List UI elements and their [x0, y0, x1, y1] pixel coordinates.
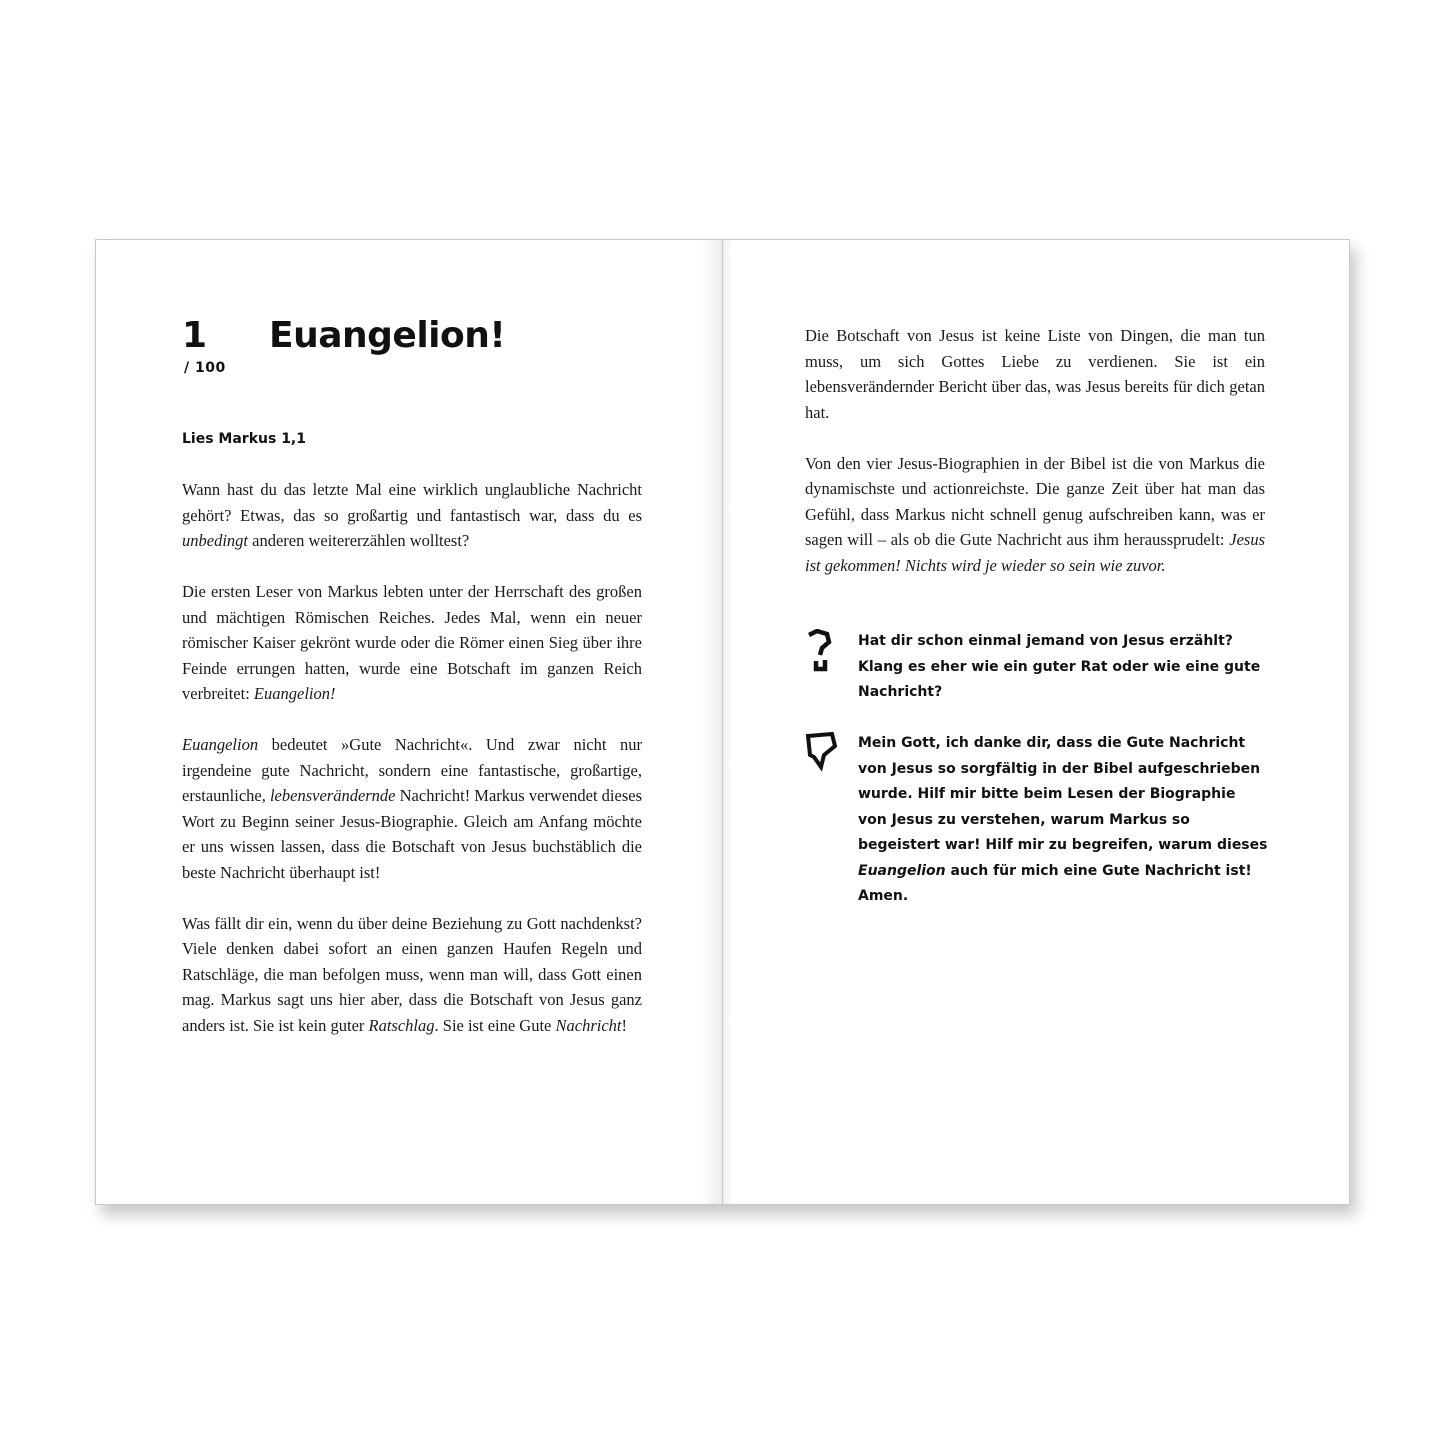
italic-text: Euangelion: [858, 862, 946, 879]
paragraph: [182, 732, 642, 885]
text-run: bedeutet »Gute Nachricht«. Und zwar nicht nur irgendeine gute Nachricht, sondern eine fantastische, großartige, erstaunliche,: [182, 735, 642, 805]
text-run: Nachricht! Markus verwendet dieses Wort zu Beginn seiner Jesus-Biographie. Gleich am Anfang möchte er uns wissen lassen, dass die Botschaft von Jesus buchstäblich die beste Nachricht überhaupt ist!: [182, 786, 643, 882]
italic-text: Euangelion!: [253, 684, 336, 703]
question-mark-icon: [805, 629, 837, 673]
left-page: [95, 239, 723, 1205]
text-run: Die ersten Leser von Markus lebten unter der Herrschaft des großen und mächtigen Römischen Reiches. Jedes Mal, wenn ein neuer römischer Kaiser gekrönt wurde oder die Römer einen Sieg über ihre Feinde errungen hatten, wurde eine Botschaft im ganzen Reich verbreitet:: [182, 582, 642, 703]
chapter-total: / 100: [184, 360, 226, 376]
italic-text: lebensverändernde: [269, 786, 396, 805]
right-page: [722, 239, 1350, 1205]
text-run: Mein Gott, ich danke dir, dass die Gute Nachricht von Jesus so sorgfältig in der Bibel aufgeschrieben wurde. Hilf mir bitte beim Lesen der Biographie von Jesus zu verstehen, warum Markus so begeistert war! Hilf mir zu begreifen, warum dieses: [858, 735, 1268, 853]
right-body-text: [805, 323, 1265, 604]
italic-text: unbedingt: [182, 531, 248, 550]
paragraph: [805, 451, 1265, 579]
speech-bubble-icon: [805, 731, 837, 775]
chapter-number: 1: [182, 315, 208, 356]
paragraph: [182, 579, 642, 707]
chapter-title: Euangelion!: [269, 315, 506, 356]
text-run: . Sie ist eine Gute: [434, 1015, 556, 1035]
italic-text: Nachricht: [555, 1015, 622, 1035]
question-text: [858, 629, 1268, 706]
italic-text: Euangelion: [182, 735, 259, 754]
paragraph: [805, 323, 1265, 425]
text-run: Wann hast du das letzte Mal eine wirklich unglaubliche Nachricht gehört? Etwas, das so großartig und fantastisch war, dass du es: [182, 480, 642, 525]
italic-text: Ratschlag: [368, 1015, 435, 1035]
italic-text: Jesus ist gekommen! Nichts wird je wieder so sein wie zuvor.: [805, 530, 1265, 575]
text-run: Die Botschaft von Jesus ist keine Liste von Dingen, die man tun muss, um sich Gottes Liebe zu verdienen. Sie ist ein lebensverändernder Bericht über das, was Jesus bereits für dich getan hat.: [805, 326, 1265, 422]
text-run: auch für mich eine Gute Nachricht ist! Amen.: [858, 862, 1252, 904]
paragraph: [182, 911, 642, 1039]
prayer-text: [858, 731, 1268, 910]
book-spread: [95, 239, 1350, 1205]
text-run: Hat dir schon einmal jemand von Jesus erzählt? Klang es eher wie ein guter Rat oder wie eine gute Nachricht?: [858, 633, 1261, 700]
text-run: Von den vier Jesus-Biographien in der Bibel ist die von Markus die dynamischste und actionreichste. Die ganze Zeit über hat man das Gefühl, dass Markus nicht schnell genug aufschreiben kann, was er sagen will – als ob die Gute Nachricht aus ihm heraussprudelt:: [805, 453, 1265, 549]
paragraph: [182, 477, 642, 554]
text-run: !: [621, 1015, 627, 1035]
gutter-shadow-left: [700, 240, 722, 1204]
text-run: anderen weitererzählen wolltest?: [248, 531, 470, 550]
text-run: Was fällt dir ein, wenn du über deine Beziehung zu Gott nachdenkst? Viele denken dabei sofort an einen ganzen Haufen Regeln und Ratschläge, die man befolgen muss, wenn man will, dass Gott einen mag. Markus sagt uns hier aber, dass die Botschaft von Jesus ganz anders ist. Sie ist kein guter: [182, 913, 642, 1035]
reading-reference: Lies Markus 1,1: [182, 431, 306, 447]
left-body-text: [182, 477, 642, 1064]
gutter-shadow-right: [723, 240, 733, 1204]
